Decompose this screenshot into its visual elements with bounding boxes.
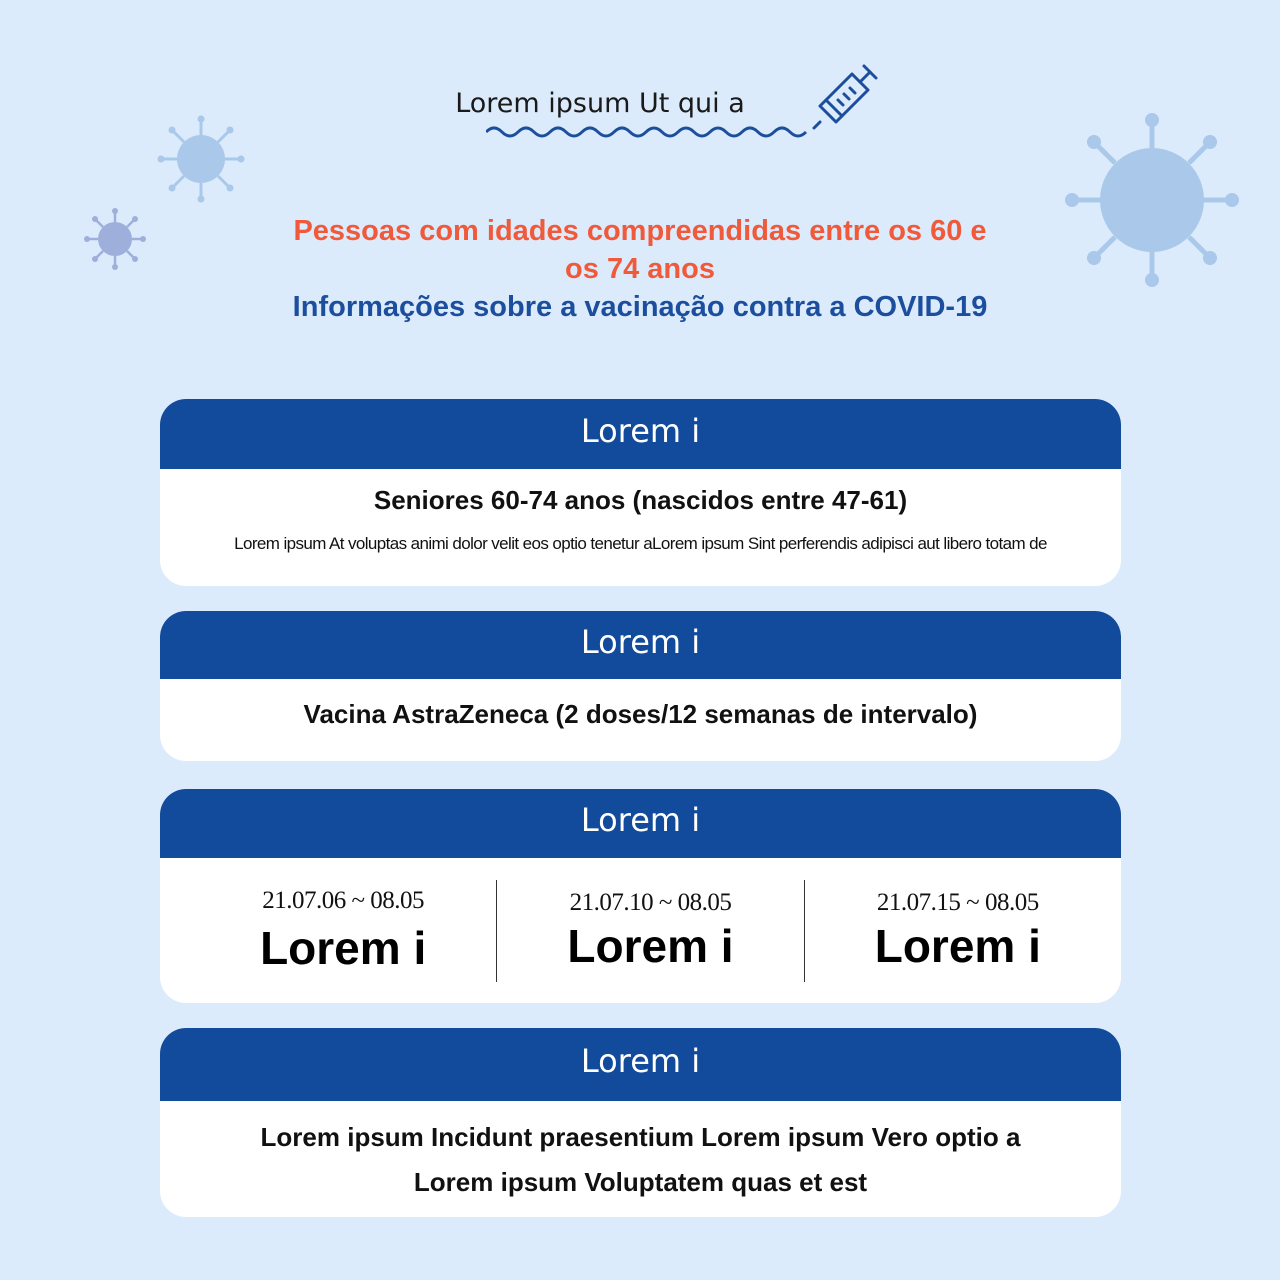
schedule-column [497, 889, 803, 973]
date-label: Lorem i [874, 919, 1041, 972]
schedule-column [805, 889, 1121, 973]
card-schedule [160, 789, 1121, 1003]
syringe-icon [812, 60, 882, 130]
notes-line1: Lorem ipsum Incidunt praesentium Lorem ipsum Vero optio a [260, 1122, 1021, 1152]
date-label: Lorem i [260, 921, 427, 974]
card-header: Lorem i [160, 399, 1121, 469]
date-range: 21.07.06 ~ 08.05 [262, 886, 425, 914]
wave-underline [486, 122, 816, 142]
headline-line2: os 74 anos [565, 253, 715, 285]
card-header: Lorem i [160, 1028, 1121, 1101]
card-vaccine [160, 611, 1121, 761]
target-group-text: Lorem ipsum At voluptas animi dolor velit eos optio tenetur aLorem ipsum Sint perferendis adipisci aut libero totam de [234, 534, 1047, 553]
notes-line2: Lorem ipsum Voluptatem quas et est [413, 1167, 868, 1197]
card-header: Lorem i [160, 611, 1121, 679]
vaccine-title: Vacina AstraZeneca (2 doses/12 semanas de intervalo) [303, 699, 978, 729]
card-notes [160, 1028, 1121, 1217]
date-range: 21.07.15 ~ 08.05 [876, 888, 1039, 916]
schedule-column [160, 887, 496, 975]
headline [0, 212, 1280, 326]
top-title [0, 88, 1280, 119]
card-header: Lorem i [160, 789, 1121, 858]
headline-line3: Informações sobre a vacinação contra a COVID-19 [292, 291, 988, 323]
headline-line1: Pessoas com idades compreendidas entre os 60 e [293, 215, 987, 247]
virus-icon [155, 113, 247, 205]
target-group-title: Seniores 60-74 anos (nascidos entre 47-61) [373, 485, 908, 515]
date-label: Lorem i [567, 919, 734, 972]
date-range: 21.07.10 ~ 08.05 [569, 888, 732, 916]
card-target-group [160, 399, 1121, 586]
top-title-text: Lorem ipsum Ut qui a [455, 88, 745, 119]
